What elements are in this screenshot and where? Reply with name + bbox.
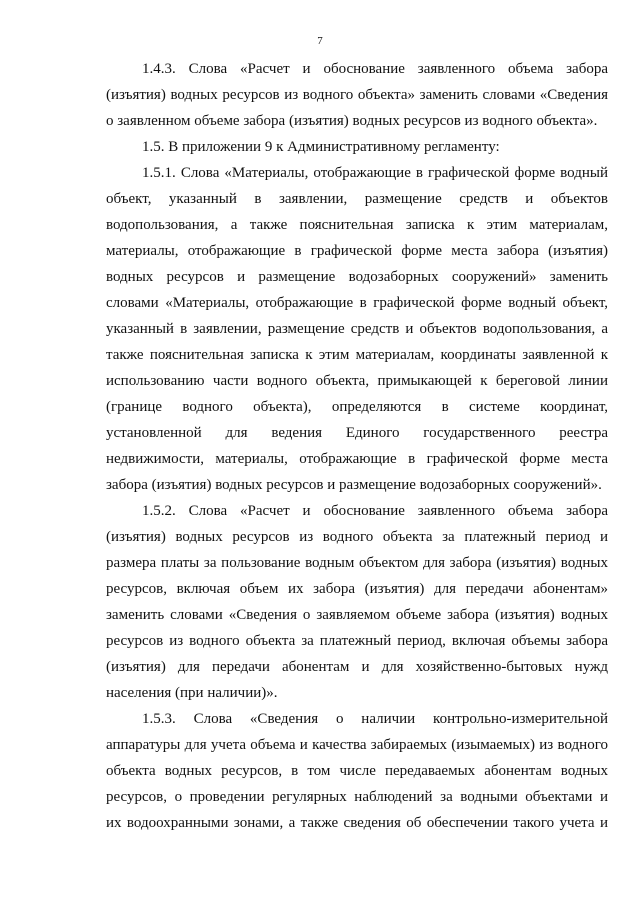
text-line: указанный в заявлении, размещение средств и объектов водопользования, а xyxy=(106,321,608,337)
text-line: о заявленном объеме забора (изъятия) водных ресурсов из водного объекта». xyxy=(106,113,598,129)
text-line: 1.5.2. Слова «Расчет и обоснование заявленного объема забора xyxy=(142,503,608,519)
text-line: словами «Материалы, отображающие в графической форме водный объект, xyxy=(106,295,608,311)
text-line: недвижимости, материалы, отображающие в графической форме места xyxy=(106,451,608,467)
text-line: объекта водных ресурсов, в том числе передаваемых абонентам водных xyxy=(106,763,608,779)
text-line: (изъятия) водных ресурсов из водного объекта за платежный период и xyxy=(106,529,608,545)
text-line: водных ресурсов и размещение водозаборных сооружений» заменить xyxy=(106,269,608,285)
text-line: забора (изъятия) водных ресурсов и размещение водозаборных сооружений». xyxy=(106,477,602,493)
text-line: 1.4.3. Слова «Расчет и обоснование заявленного объема забора xyxy=(142,61,608,77)
paragraph xyxy=(106,56,608,134)
text-line: 1.5. В приложении 9 к Административному регламенту: xyxy=(142,139,500,155)
paragraph xyxy=(106,134,608,160)
text-line: 1.5.1. Слова «Материалы, отображающие в графической форме водный xyxy=(142,165,608,181)
text-line: 1.5.3. Слова «Сведения о наличии контрольно-измерительной xyxy=(142,711,608,727)
text-line: ресурсов, о проведении регулярных наблюдений за водными объектами и xyxy=(106,789,608,805)
paragraph xyxy=(106,706,608,836)
text-line: водопользования, а также пояснительная записка к этим материалам, xyxy=(106,217,608,233)
document-body xyxy=(106,56,608,836)
paragraph xyxy=(106,160,608,498)
text-line: материалы, отображающие в графической форме места забора (изъятия) xyxy=(106,243,608,259)
text-line: (изъятия) для передачи абонентам и для хозяйственно-бытовых нужд xyxy=(106,659,608,675)
paragraph xyxy=(106,498,608,706)
text-line: (границе водного объекта), определяются в системе координат, xyxy=(106,399,608,415)
text-line: установленной для ведения Единого государственного реестра xyxy=(106,425,608,441)
text-line: аппаратуры для учета объема и качества забираемых (изымаемых) из водного xyxy=(106,737,608,753)
text-line: населения (при наличии)». xyxy=(106,685,278,701)
text-line: объект, указанный в заявлении, размещение средств и объектов xyxy=(106,191,608,207)
text-line: их водоохранными зонами, а также сведения об обеспечении такого учета и xyxy=(106,815,608,831)
text-line: (изъятия) водных ресурсов из водного объекта» заменить словами «Сведения xyxy=(106,87,608,103)
text-line: размера платы за пользование водным объектом для забора (изъятия) водных xyxy=(106,555,608,571)
page-number: 7 xyxy=(317,35,323,47)
text-line: ресурсов, включая объем их забора (изъятия) для передачи абонентам» xyxy=(106,581,608,597)
text-line: ресурсов из водного объекта за платежный период, включая объемы забора xyxy=(106,633,608,649)
text-line: также пояснительная записка к этим материалам, координаты заявленной к xyxy=(106,347,608,363)
text-line: использованию части водного объекта, примыкающей к береговой линии xyxy=(106,373,608,389)
text-line: заменить словами «Сведения о заявляемом объеме забора (изъятия) водных xyxy=(106,607,608,623)
